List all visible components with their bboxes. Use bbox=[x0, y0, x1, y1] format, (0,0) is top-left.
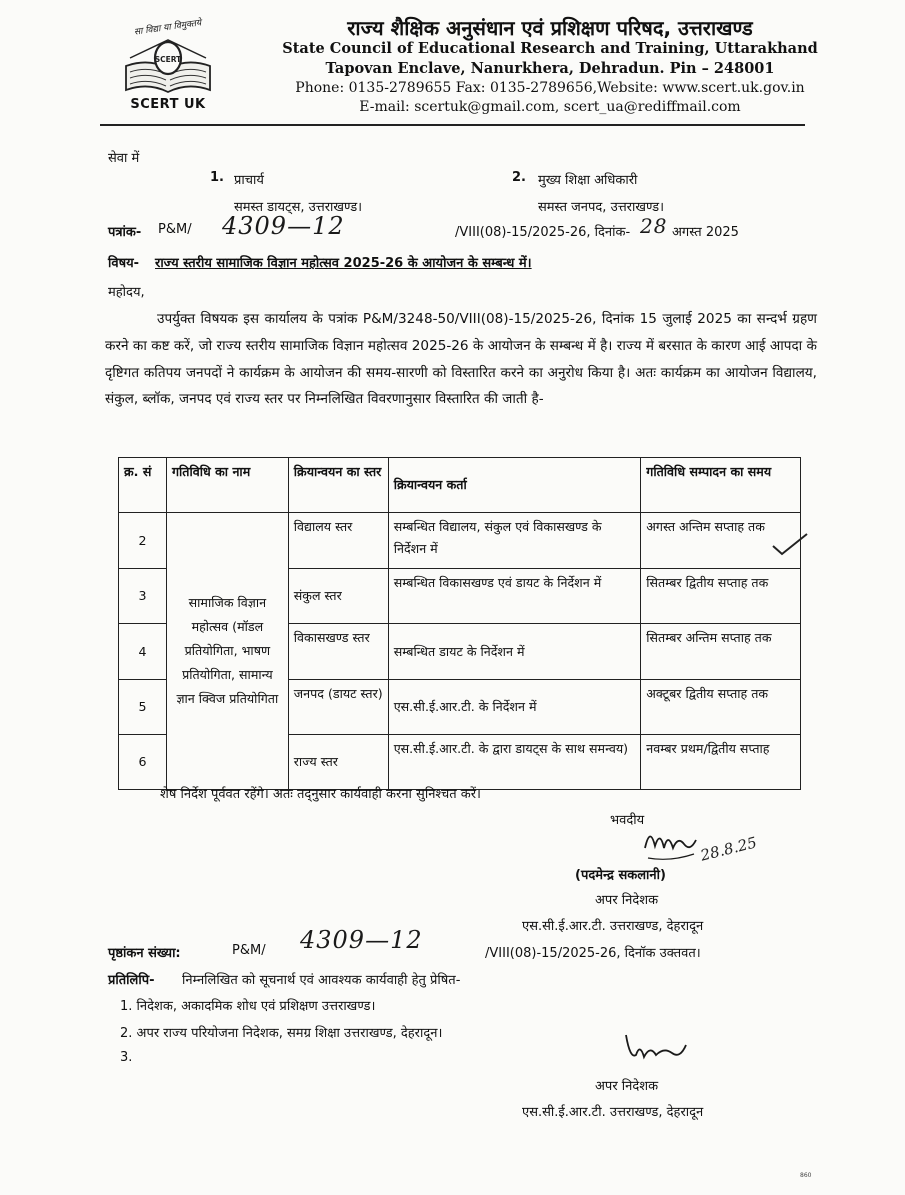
endorsement-label: पृष्ठांकन संख्या: bbox=[108, 946, 181, 961]
signatory-name: (पदमेन्द्र सकलानी) bbox=[575, 868, 666, 883]
email-line: E-mail: scertuk@gmail.com, scert_ua@rediffmail.com bbox=[359, 99, 741, 115]
row-sn: 5 bbox=[119, 680, 167, 735]
row-implementer: सम्बन्धित डायट के निर्देशन में bbox=[388, 624, 641, 680]
logo-motto: सा विद्या या विमुक्तये bbox=[133, 18, 202, 38]
row-level: जनपद (डायट स्तर) bbox=[288, 680, 388, 735]
signatory-designation: अपर निदेशक bbox=[595, 893, 659, 908]
addressee1-title: प्राचार्य bbox=[234, 173, 264, 188]
logo-emblem-text: SCERT bbox=[154, 55, 182, 64]
closing-note: शेष निर्देश पूर्ववत रहेंगे। अतः तद्नुसार कार्यवाही करना सुनिश्चत करें। bbox=[160, 787, 481, 802]
office-2: एस.सी.ई.आर.टी. उत्तराखण्ड, देहरादून bbox=[522, 1105, 704, 1120]
table-row bbox=[119, 513, 801, 569]
header-implementer: क्रियान्वयन कर्ता bbox=[388, 458, 641, 513]
schedule-table bbox=[118, 457, 801, 790]
row-level: संकुल स्तर bbox=[288, 569, 388, 624]
addressee2-sub: समस्त जनपद, उत्तराखण्ड। bbox=[538, 200, 665, 215]
signatory-office: एस.सी.ई.आर.टी. उत्तराखण्ड, देहरादून bbox=[522, 919, 704, 934]
row-sn: 4 bbox=[119, 624, 167, 680]
addressee2-title: मुख्य शिक्षा अधिकारी bbox=[538, 173, 638, 188]
ref-suffix: /VIII(08)-15/2025-26, दिनांक- bbox=[455, 225, 631, 240]
date-handwritten: 28 bbox=[640, 214, 668, 238]
date-rest: अगस्त 2025 bbox=[672, 225, 739, 240]
header-sn: क्र. सं bbox=[119, 458, 167, 513]
endorsement-prefix: P&M/ bbox=[232, 943, 266, 958]
checkmark-icon bbox=[770, 530, 810, 558]
row-implementer: एस.सी.ई.आर.टी. के द्वारा डायट्स के साथ समन्वय) bbox=[388, 735, 641, 790]
row-level: राज्य स्तर bbox=[288, 735, 388, 790]
subject-label: विषय- bbox=[108, 256, 140, 271]
ref-handwritten: 4309—12 bbox=[222, 212, 345, 240]
copy-text: निम्नलिखित को सूचनार्थ एवं आवश्यक कार्यवाही हेतु प्रेषित- bbox=[182, 973, 461, 988]
subject-text: राज्य स्तरीय सामाजिक विज्ञान महोत्सव 2025-26 के आयोजन के सम्बन्ध में। bbox=[155, 256, 532, 271]
copy-item-3: 3. bbox=[120, 1050, 133, 1065]
addressee1-num: 1. bbox=[210, 170, 224, 185]
copy-item-2: 2. अपर राज्य परियोजना निदेशक, समग्र शिक्षा उत्तराखण्ड, देहरादून। bbox=[120, 1026, 443, 1041]
row-implementer: सम्बन्धित विद्यालय, संकुल एवं विकासखण्ड के निर्देशन में bbox=[388, 513, 641, 569]
copy-item-1: 1. निदेशक, अकादमिक शोध एवं प्रशिक्षण उत्तराखण्ड। bbox=[120, 999, 376, 1014]
hindi-title: राज्य शैक्षिक अनुसंधान एवं प्रशिक्षण परिषद, उत्तराखण्ड bbox=[347, 16, 753, 40]
row-level: विकासखण्ड स्तर bbox=[288, 624, 388, 680]
row-time: सितम्बर द्वितीय सप्ताह तक bbox=[641, 569, 801, 624]
row-time: नवम्बर प्रथम/द्वितीय सप्ताह bbox=[641, 735, 801, 790]
ref-prefix: P&M/ bbox=[158, 222, 192, 237]
phone-line: Phone: 0135-2789655 Fax: 0135-2789656,Website: www.scert.uk.gov.in bbox=[295, 80, 805, 96]
row-time: सितम्बर अन्तिम सप्ताह तक bbox=[641, 624, 801, 680]
row-sn: 3 bbox=[119, 569, 167, 624]
row-implementer: एस.सी.ई.आर.टी. के निर्देशन में bbox=[388, 680, 641, 735]
header-divider bbox=[100, 124, 805, 126]
activity-name-cell: सामाजिक विज्ञान महोत्सव (मॉडल प्रतियोगिता, भाषण प्रतियोगिता, सामान्य ज्ञान क्विज प्रतियोगिता bbox=[166, 513, 288, 790]
ref-label: पत्रांक- bbox=[108, 225, 142, 240]
designation-2: अपर निदेशक bbox=[595, 1079, 659, 1094]
signature-mark-2 bbox=[620, 1025, 690, 1070]
sign-date: 28.8.25 bbox=[698, 833, 759, 865]
yours-faithfully: भवदीय bbox=[610, 813, 645, 828]
header-activity: गतिविधि का नाम bbox=[166, 458, 288, 513]
address: Tapovan Enclave, Nanurkhera, Dehradun. Pin – 248001 bbox=[325, 60, 775, 77]
row-sn: 6 bbox=[119, 735, 167, 790]
endorsement-handwritten: 4309—12 bbox=[300, 926, 423, 954]
salutation: महोदय, bbox=[108, 285, 145, 300]
row-time: अक्टूबर द्वितीय सप्ताह तक bbox=[641, 680, 801, 735]
logo-label: SCERT UK bbox=[130, 97, 206, 112]
addressee2-num: 2. bbox=[512, 170, 526, 185]
scert-logo bbox=[108, 6, 228, 114]
header-level: क्रियान्वयन का स्तर bbox=[288, 458, 388, 513]
copy-label: प्रतिलिपि- bbox=[108, 973, 155, 988]
addressee1-sub: समस्त डायट्स, उत्तराखण्ड। bbox=[234, 200, 363, 215]
seva-me: सेवा में bbox=[108, 151, 140, 166]
row-implementer: सम्बन्धित विकासखण्ड एवं डायट के निर्देशन में bbox=[388, 569, 641, 624]
english-title: State Council of Educational Research and Training, Uttarakhand bbox=[282, 40, 818, 57]
row-level: विद्यालय स्तर bbox=[288, 513, 388, 569]
endorsement-suffix: /VIII(08)-15/2025-26, दिनॉक उक्तवत। bbox=[485, 946, 701, 961]
signature-mark-1 bbox=[640, 818, 700, 868]
row-time: अगस्त अन्तिम सप्ताह तक bbox=[641, 513, 801, 569]
row-sn: 2 bbox=[119, 513, 167, 569]
footer-mark: 860 bbox=[800, 1172, 812, 1179]
header-time: गतिविधि सम्पादन का समय bbox=[641, 458, 801, 513]
body-paragraph: उपर्युक्त विषयक इस कार्यालय के पत्रांक P&M/3248-50/VIII(08)-15/2025-26, दिनांक 15 जुलाई 2025 का सन्दर्भ ग्रहण करने का कष्ट करें, जो राज्य स्तरीय सामाजिक विज्ञान महोत्सव 2025-26 के आयोजन के सम्बन्ध में है। राज्य में बरसात के कारण आई आपदा के दृष्टिगत कतिपय जनपदों ने कार्यक्रम के आयोजन की समय-सारणी को विस्तारित करने का अनुरोध किया है। अतः कार्यक्रम का आयोजन विद्यालय, संकुल, ब्लॉक, जनपद एवं राज्य स्तर पर निम्नलिखित विवरणानुसार विस्तारित की जाती है- bbox=[105, 311, 817, 408]
table-header-row bbox=[119, 458, 801, 513]
